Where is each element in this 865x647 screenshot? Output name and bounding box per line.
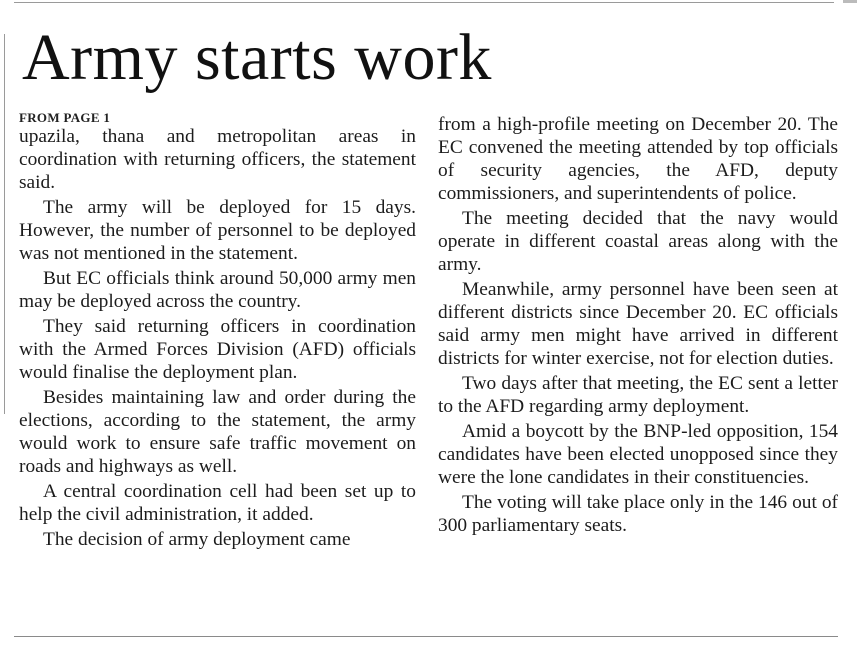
corner-mark xyxy=(843,0,857,3)
top-divider xyxy=(14,2,834,3)
paragraph: The voting will take place only in the 146 out of 300 parliamentary seats. xyxy=(438,492,838,536)
paragraph: from a high-profile meeting on December 20. The EC convened the meeting attended by top officials of security agencies, the AFD, deputy commissioners, and superintendents of police. xyxy=(438,114,838,204)
paragraph: Meanwhile, army personnel have been seen at different districts since December 20. EC officials said army men might have arrived in different districts for winter exercise, not for election duties. xyxy=(438,279,838,369)
article-headline: Army starts work xyxy=(22,21,492,94)
paragraph: Besides maintaining law and order during the elections, according to the statement, the army would work to ensure safe traffic movement on roads and highways as well. xyxy=(19,387,416,477)
right-column xyxy=(438,113,838,537)
bottom-divider xyxy=(14,636,838,637)
left-column xyxy=(19,110,416,551)
paragraph: upazila, thana and metropolitan areas in coordination with returning officers, the statement said. xyxy=(19,126,416,193)
paragraph: They said returning officers in coordination with the Armed Forces Division (AFD) officials would finalise the deployment plan. xyxy=(19,316,416,383)
paragraph: Two days after that meeting, the EC sent a letter to the AFD regarding army deployment. xyxy=(438,373,838,417)
page-continuation-label: FROM PAGE 1 xyxy=(19,110,111,125)
left-divider xyxy=(4,34,5,414)
paragraph: But EC officials think around 50,000 army men may be deployed across the country. xyxy=(19,268,416,312)
paragraph: A central coordination cell had been set up to help the civil administration, it added. xyxy=(19,481,416,525)
paragraph: Amid a boycott by the BNP-led opposition, 154 candidates have been elected unopposed since they were the lone candidates in their constituencies. xyxy=(438,421,838,488)
paragraph: The decision of army deployment came xyxy=(43,529,351,550)
paragraph: The meeting decided that the navy would operate in different coastal areas along with the army. xyxy=(438,208,838,275)
paragraph: The army will be deployed for 15 days. However, the number of personnel to be deployed was not mentioned in the statement. xyxy=(19,197,416,264)
